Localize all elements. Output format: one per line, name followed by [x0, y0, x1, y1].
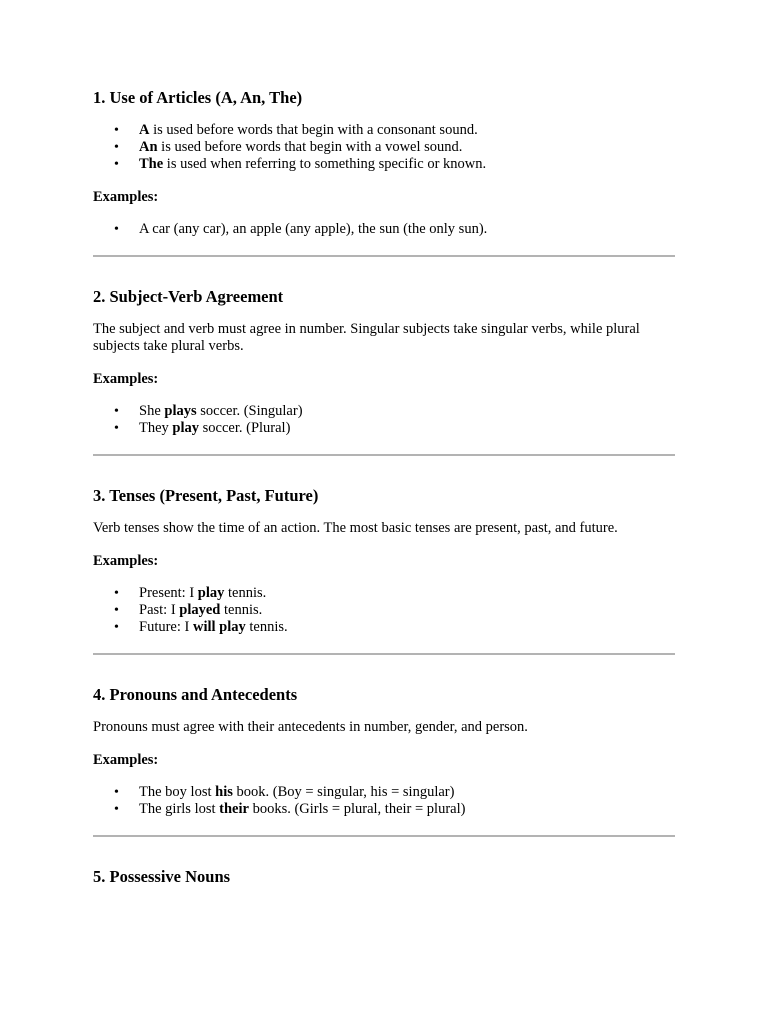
- examples-list: [93, 585, 675, 636]
- list-item: • A car (any car), an apple (any apple), the sun (the only sun).: [93, 221, 675, 238]
- list-item: • A is used before words that begin with a consonant sound.: [93, 122, 675, 139]
- section-possessive-nouns: [93, 867, 675, 887]
- section-title: 1. Use of Articles (A, An, The): [93, 88, 303, 107]
- section-title: 2. Subject-Verb Agreement: [93, 287, 284, 306]
- section-tenses: [93, 486, 675, 655]
- section-description: Verb tenses show the time of an action. The most basic tenses are present, past, and future.: [93, 520, 618, 536]
- examples-list: [93, 221, 675, 238]
- list-item: • Past: I played tennis.: [93, 602, 675, 619]
- section-description: The subject and verb must agree in number. Singular subjects take singular verbs, while plural subjects take plural verbs.: [93, 321, 640, 354]
- section-subject-verb: [93, 287, 675, 456]
- rules-list: [93, 122, 675, 173]
- examples-label: Examples:: [93, 752, 159, 768]
- section-title: 3. Tenses (Present, Past, Future): [93, 486, 319, 505]
- section-title: 5. Possessive Nouns: [93, 867, 231, 886]
- list-item: • The boy lost his book. (Boy = singular, his = singular): [93, 784, 675, 801]
- examples-list: [93, 403, 675, 437]
- examples-label: Examples:: [93, 553, 159, 569]
- examples-label: Examples:: [93, 189, 159, 205]
- list-item: • The is used when referring to something specific or known.: [93, 156, 675, 173]
- section-articles: [93, 88, 675, 257]
- list-item: • Present: I play tennis.: [93, 585, 675, 602]
- section-pronouns: [93, 685, 675, 837]
- examples-label: Examples:: [93, 371, 159, 387]
- document-page: [93, 88, 675, 887]
- list-item: • Future: I will play tennis.: [93, 619, 675, 636]
- examples-list: [93, 784, 675, 818]
- list-item: • She plays soccer. (Singular): [93, 403, 675, 420]
- list-item: • An is used before words that begin with a vowel sound.: [93, 139, 675, 156]
- list-item: • They play soccer. (Plural): [93, 420, 675, 437]
- list-item: • The girls lost their books. (Girls = plural, their = plural): [93, 801, 675, 818]
- section-title: 4. Pronouns and Antecedents: [93, 685, 298, 704]
- section-description: Pronouns must agree with their antecedents in number, gender, and person.: [93, 719, 528, 735]
